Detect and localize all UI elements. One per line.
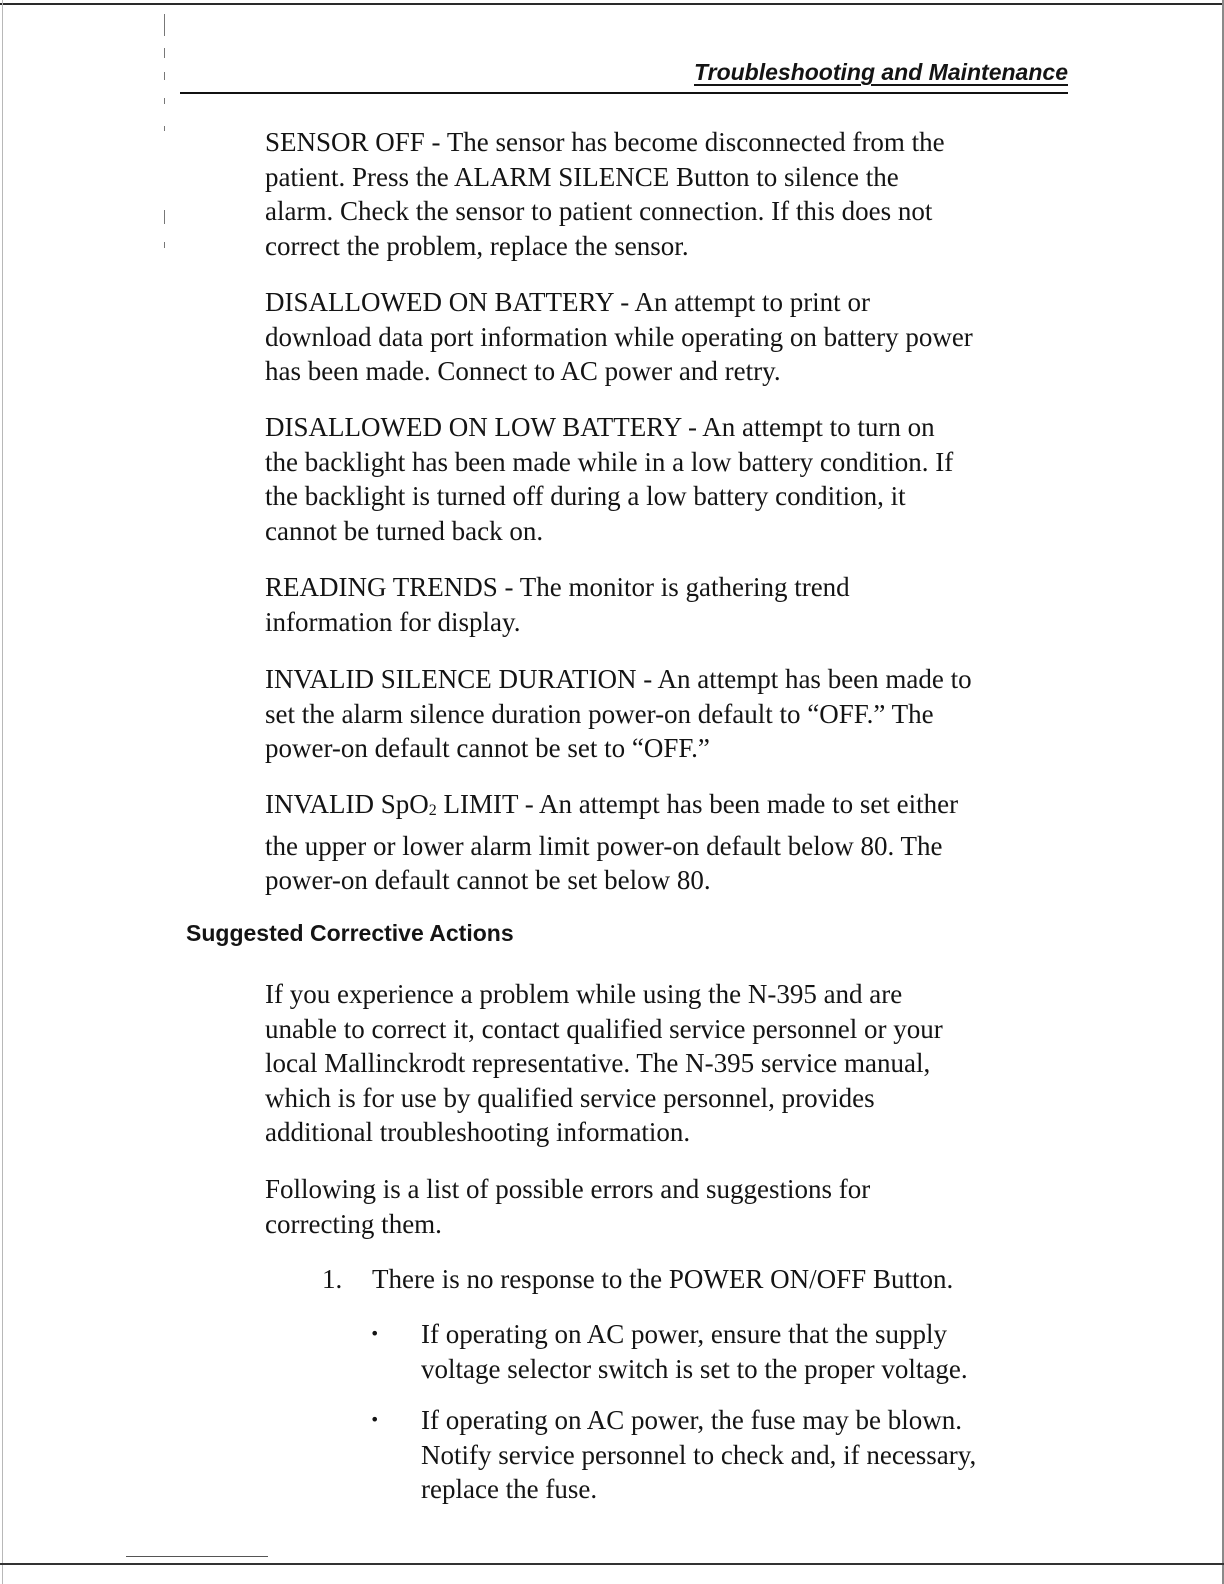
text-line: voltage selector switch is set to the proper voltage. [421, 1353, 968, 1384]
footer-short-rule [126, 1556, 268, 1557]
list-item-number: 1. [322, 1264, 343, 1294]
page-top-edge [0, 3, 1224, 5]
page-bottom-edge [0, 1563, 1224, 1565]
message-invalid-spo2-limit [265, 787, 1065, 898]
text-line: DISALLOWED ON BATTERY - An attempt to print or [265, 287, 870, 317]
message-reading-trends [265, 570, 1065, 639]
text-line: cannot be turned back on. [265, 515, 544, 546]
text-line: which is for use by qualified service personnel, provides [265, 1082, 875, 1113]
text-line: INVALID SILENCE DURATION - An attempt has been made to [265, 664, 972, 694]
bullet-icon: • [370, 1324, 380, 1343]
text-line: correcting them. [265, 1208, 442, 1239]
text-line: power-on default cannot be set below 80. [265, 865, 711, 895]
text-line: the backlight has been made while in a low battery condition. If [265, 446, 954, 477]
text-line: If you experience a problem while using the N-395 and are [265, 979, 903, 1009]
spo2-label-suffix: LIMIT - An attempt has been made to set either [436, 789, 959, 819]
message-disallowed-on-low-battery [265, 410, 1065, 548]
text-line: patient. Press the ALARM SILENCE Button to silence the [265, 161, 899, 192]
running-header-title: Troubleshooting and Maintenance [694, 59, 1068, 85]
bullet-item [421, 1317, 968, 1386]
spo2-subscript: 2 [428, 802, 437, 819]
text-line: correct the problem, replace the sensor. [265, 230, 689, 261]
text-line: has been made. Connect to AC power and retry. [265, 356, 781, 386]
text-line: power-on default cannot be set to “OFF.” [265, 733, 710, 763]
scan-margin-marks [164, 14, 166, 264]
bullet-item [421, 1403, 976, 1507]
text-line: If operating on AC power, the fuse may be blown. [421, 1405, 963, 1435]
corrective-intro-paragraph [265, 977, 1065, 1150]
message-invalid-silence-duration [265, 662, 1065, 766]
text-line: DISALLOWED ON LOW BATTERY - An attempt to turn on [265, 412, 935, 442]
text-line: If operating on AC power, ensure that the supply [421, 1319, 948, 1349]
text-line: information for display. [265, 606, 521, 637]
text-line: download data port information while operating on battery power [265, 321, 973, 352]
text-line: Following is a list of possible errors and suggestions for [265, 1174, 871, 1204]
text-line: alarm. Check the sensor to patient connection. If this does not [265, 196, 933, 226]
section-heading: Suggested Corrective Actions [186, 920, 514, 946]
message-disallowed-on-battery [265, 285, 1065, 389]
text-line: additional troubleshooting information. [265, 1117, 691, 1147]
text-line [265, 787, 1065, 829]
page-left-edge [2, 0, 3, 1584]
bullet-icon: • [370, 1410, 380, 1429]
running-header [180, 58, 1068, 94]
text-line: unable to correct it, contact qualified service personnel or your [265, 1013, 943, 1044]
text-line: SENSOR OFF - The sensor has become disconnected from the [265, 127, 945, 157]
list-item-text: There is no response to the POWER ON/OFF Button. [372, 1264, 954, 1294]
spo2-label-prefix: INVALID SpO [265, 789, 429, 819]
text-line: the backlight is turned off during a low battery condition, it [265, 481, 906, 511]
text-line: READING TRENDS - The monitor is gathering trend [265, 572, 850, 602]
text-line: the upper or lower alarm limit power-on default below 80. The [265, 830, 943, 861]
text-line: replace the fuse. [421, 1474, 598, 1504]
text-line: local Mallinckrodt representative. The N-395 service manual, [265, 1048, 931, 1078]
message-sensor-off [265, 125, 1065, 263]
following-paragraph [265, 1172, 1065, 1241]
text-line: set the alarm silence duration power-on default to “OFF.” The [265, 698, 934, 729]
text-line: Notify service personnel to check and, if necessary, [421, 1439, 977, 1470]
